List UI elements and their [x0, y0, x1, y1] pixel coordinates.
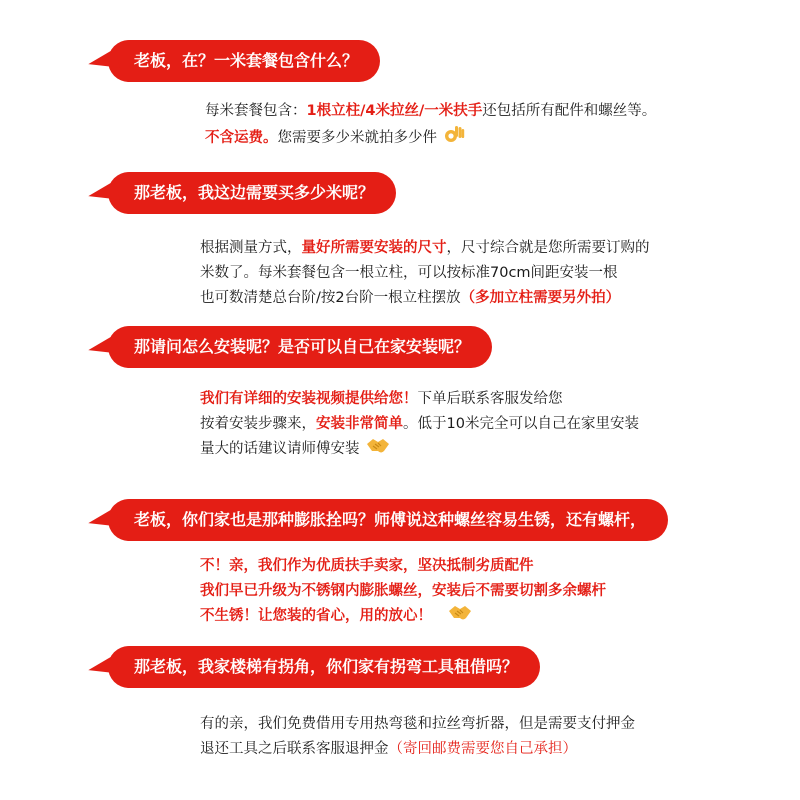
answer-text: 米数了。每米套餐包含一根立柱，可以按标准70cm间距安装一根	[200, 265, 618, 281]
question-text: 老板，在？一米套餐包含什么？	[134, 51, 359, 70]
answer-line	[200, 554, 606, 579]
answer-block	[200, 712, 635, 762]
handshake-icon	[448, 604, 472, 631]
answer-text: ，尺寸综合就是您所需要订购的	[446, 240, 650, 256]
answer-text: 每米套餐包含：	[205, 103, 307, 119]
answer-highlight: 我们早已升级为不锈钢内膨胀螺丝，安装后不需要切割多余螺杆	[200, 583, 606, 599]
question-text: 那老板，我这边需要买多少米呢？	[134, 183, 375, 202]
answer-text: 退还工具之后联系客服退押金	[200, 741, 389, 757]
answer-block	[205, 99, 656, 153]
answer-highlight: （寄回邮费需要您自己承担）	[388, 741, 577, 757]
answer-text: 有的亲，我们免费借用专用热弯毯和拉丝弯折器，但是需要支付押金	[200, 716, 635, 732]
answer-text: 也可数清楚总台阶/按2台阶一根立柱摆放	[200, 290, 461, 306]
answer-text: 按着安装步骤来，	[200, 416, 316, 432]
question-bubble	[108, 499, 668, 541]
answer-highlight: 不含运费。	[205, 130, 278, 146]
answer-highlight: 安装非常简单	[316, 416, 403, 432]
answer-highlight: 不！亲，我们作为优质扶手卖家，坚决抵制劣质配件	[200, 558, 534, 574]
answer-highlight: 量好所需要安装的尺寸	[301, 240, 447, 256]
answer-line	[205, 99, 656, 124]
question-text: 那老板，我家楼梯有拐角，你们家有拐弯工具租借吗？	[134, 657, 519, 676]
answer-line	[205, 124, 656, 153]
answer-line	[200, 261, 650, 286]
answer-block	[200, 387, 639, 464]
answer-line	[200, 579, 606, 604]
answer-line	[200, 412, 639, 437]
answer-line	[200, 236, 650, 261]
answer-line	[200, 286, 650, 311]
question-bubble	[108, 40, 380, 82]
answer-line	[200, 387, 639, 412]
answer-highlight: （多加立柱需要另外拍）	[460, 290, 621, 306]
answer-block	[200, 236, 650, 311]
question-bubble	[108, 646, 540, 688]
question-text: 那请问怎么安装呢？是否可以自己在家安装呢？	[134, 337, 471, 356]
answer-text: 还包括所有配件和螺丝等。	[482, 103, 657, 119]
answer-text: 下单后联系客服发给您	[417, 391, 563, 407]
handshake-icon	[366, 437, 390, 464]
ok-hand-icon	[443, 124, 465, 153]
answer-text: 。低于10米完全可以自己在家里安装	[403, 416, 639, 432]
answer-line	[200, 737, 635, 762]
answer-line	[200, 712, 635, 737]
answer-highlight: 我们有详细的安装视频提供给您！	[200, 391, 418, 407]
answer-highlight: 1根立柱/4米拉丝/一米扶手	[306, 103, 483, 119]
question-bubble	[108, 326, 492, 368]
answer-text: 您需要多少米就拍多少件	[277, 130, 437, 146]
answer-block	[200, 554, 606, 631]
answer-highlight: 不生锈！让您装的省心，用的放心！	[200, 608, 432, 624]
question-bubble	[108, 172, 396, 214]
question-text: 老板，你们家也是那种膨胀拴吗？师傅说这种螺丝容易生锈，还有螺杆，	[134, 510, 647, 529]
answer-line	[200, 604, 606, 631]
answer-text: 量大的话建议请师傅安装	[200, 441, 360, 457]
answer-text: 根据测量方式，	[200, 240, 302, 256]
answer-line	[200, 437, 639, 464]
